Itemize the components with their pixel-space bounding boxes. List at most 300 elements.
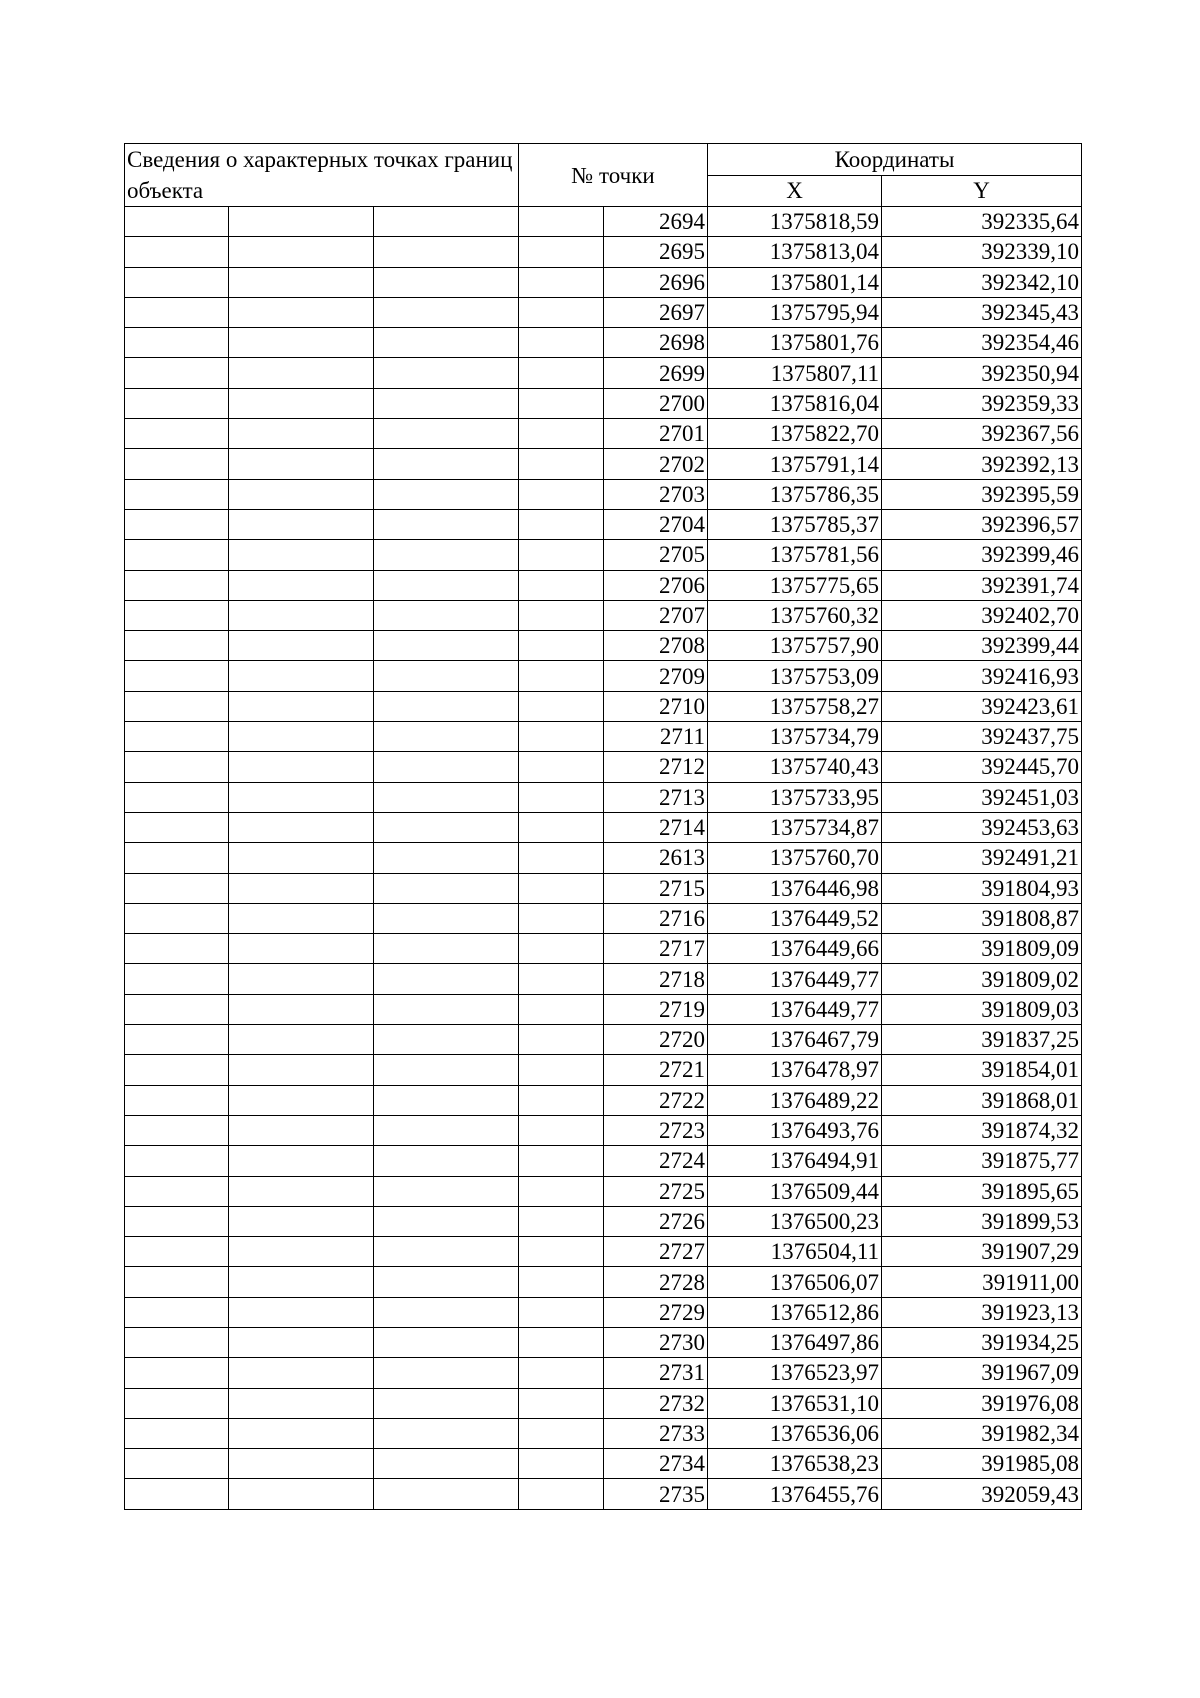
point-number-cell: 2711 (604, 722, 708, 752)
y-coordinate-cell: 392059,43 (882, 1479, 1082, 1509)
x-coordinate-cell: 1375813,04 (708, 237, 882, 267)
point-number-cell: 2734 (604, 1449, 708, 1479)
empty-cell (125, 843, 229, 873)
empty-cell (519, 1237, 604, 1267)
empty-cell (229, 1085, 374, 1115)
table-row (125, 631, 1082, 661)
point-number-cell: 2720 (604, 1025, 708, 1055)
table-row (125, 1449, 1082, 1479)
empty-cell (374, 570, 519, 600)
empty-cell (125, 1176, 229, 1206)
empty-cell (519, 1267, 604, 1297)
empty-cell (519, 1176, 604, 1206)
empty-cell (374, 994, 519, 1024)
x-coordinate-cell: 1376538,23 (708, 1449, 882, 1479)
empty-cell (374, 1327, 519, 1357)
empty-cell (374, 1085, 519, 1115)
empty-cell (374, 1297, 519, 1327)
empty-cell (519, 540, 604, 570)
empty-cell (229, 1327, 374, 1357)
empty-cell (519, 388, 604, 418)
empty-cell (229, 267, 374, 297)
point-number-cell: 2726 (604, 1206, 708, 1236)
point-number-cell: 2694 (604, 207, 708, 237)
point-number-cell: 2701 (604, 419, 708, 449)
empty-cell (374, 1418, 519, 1448)
table-row (125, 1358, 1082, 1388)
table-row (125, 1055, 1082, 1085)
empty-cell (374, 812, 519, 842)
empty-cell (125, 1479, 229, 1509)
y-coordinate-cell: 391899,53 (882, 1206, 1082, 1236)
y-coordinate-cell: 391976,08 (882, 1388, 1082, 1418)
y-coordinate-cell: 392359,33 (882, 388, 1082, 418)
empty-cell (374, 1237, 519, 1267)
empty-cell (125, 1115, 229, 1145)
empty-cell (229, 661, 374, 691)
point-number-cell: 2709 (604, 661, 708, 691)
empty-cell (519, 691, 604, 721)
y-coordinate-cell: 392367,56 (882, 419, 1082, 449)
table-row (125, 1176, 1082, 1206)
empty-cell (519, 237, 604, 267)
empty-cell (374, 752, 519, 782)
point-number-cell: 2712 (604, 752, 708, 782)
x-coordinate-cell: 1376494,91 (708, 1146, 882, 1176)
empty-cell (125, 994, 229, 1024)
empty-cell (374, 600, 519, 630)
empty-cell (519, 600, 604, 630)
empty-cell (519, 1327, 604, 1357)
table-row (125, 843, 1082, 873)
point-number-cell: 2707 (604, 600, 708, 630)
y-coordinate-cell: 391809,03 (882, 994, 1082, 1024)
y-coordinate-cell: 392391,74 (882, 570, 1082, 600)
point-number-cell: 2702 (604, 449, 708, 479)
point-number-cell: 2721 (604, 1055, 708, 1085)
empty-cell (519, 419, 604, 449)
empty-cell (125, 328, 229, 358)
empty-cell (229, 812, 374, 842)
point-number-cell: 2713 (604, 782, 708, 812)
y-coordinate-cell: 392395,59 (882, 479, 1082, 509)
empty-cell (519, 1297, 604, 1327)
empty-cell (125, 934, 229, 964)
x-coordinate-cell: 1375734,87 (708, 812, 882, 842)
empty-cell (519, 1206, 604, 1236)
empty-cell (229, 1176, 374, 1206)
empty-cell (374, 903, 519, 933)
empty-cell (519, 1085, 604, 1115)
empty-cell (519, 631, 604, 661)
empty-cell (374, 873, 519, 903)
empty-cell (229, 1388, 374, 1418)
empty-cell (125, 207, 229, 237)
y-coordinate-cell: 391837,25 (882, 1025, 1082, 1055)
table-row (125, 388, 1082, 418)
y-coordinate-cell: 391923,13 (882, 1297, 1082, 1327)
empty-cell (519, 1025, 604, 1055)
x-coordinate-cell: 1376504,11 (708, 1237, 882, 1267)
point-number-cell: 2715 (604, 873, 708, 903)
empty-cell (374, 1267, 519, 1297)
table-row (125, 540, 1082, 570)
x-coordinate-cell: 1376500,23 (708, 1206, 882, 1236)
empty-cell (519, 509, 604, 539)
point-number-cell: 2732 (604, 1388, 708, 1418)
x-coordinate-cell: 1375816,04 (708, 388, 882, 418)
x-coordinate-cell: 1376449,77 (708, 994, 882, 1024)
x-coordinate-cell: 1375786,35 (708, 479, 882, 509)
empty-cell (229, 358, 374, 388)
empty-cell (125, 722, 229, 752)
x-coordinate-cell: 1375753,09 (708, 661, 882, 691)
empty-cell (519, 297, 604, 327)
empty-cell (229, 843, 374, 873)
empty-cell (229, 419, 374, 449)
x-coordinate-cell: 1376493,76 (708, 1115, 882, 1145)
x-coordinate-cell: 1376467,79 (708, 1025, 882, 1055)
empty-cell (125, 267, 229, 297)
empty-cell (229, 782, 374, 812)
table-row (125, 752, 1082, 782)
empty-cell (374, 358, 519, 388)
point-number-cell: 2719 (604, 994, 708, 1024)
y-coordinate-cell: 392396,57 (882, 509, 1082, 539)
empty-cell (374, 1025, 519, 1055)
y-coordinate-cell: 391875,77 (882, 1146, 1082, 1176)
table-row (125, 207, 1082, 237)
x-coordinate-cell: 1375818,59 (708, 207, 882, 237)
empty-cell (229, 1418, 374, 1448)
x-coordinate-cell: 1376536,06 (708, 1418, 882, 1448)
empty-cell (125, 237, 229, 267)
empty-cell (125, 903, 229, 933)
x-coordinate-cell: 1375775,65 (708, 570, 882, 600)
empty-cell (125, 540, 229, 570)
x-coordinate-cell: 1375734,79 (708, 722, 882, 752)
empty-cell (519, 722, 604, 752)
empty-cell (519, 994, 604, 1024)
table-row (125, 1327, 1082, 1357)
empty-cell (125, 1449, 229, 1479)
empty-cell (374, 782, 519, 812)
table-row (125, 964, 1082, 994)
empty-cell (229, 1449, 374, 1479)
table-row (125, 267, 1082, 297)
y-coordinate-cell: 392437,75 (882, 722, 1082, 752)
y-coordinate-cell: 392350,94 (882, 358, 1082, 388)
empty-cell (519, 1055, 604, 1085)
empty-cell (229, 964, 374, 994)
table-row (125, 1146, 1082, 1176)
y-coordinate-cell: 391809,09 (882, 934, 1082, 964)
y-coordinate-cell: 392416,93 (882, 661, 1082, 691)
empty-cell (229, 631, 374, 661)
empty-cell (374, 1146, 519, 1176)
table-row (125, 509, 1082, 539)
coordinates-header: Координаты (708, 144, 1082, 176)
empty-cell (374, 388, 519, 418)
y-coordinate-cell: 391874,32 (882, 1115, 1082, 1145)
point-number-cell: 2725 (604, 1176, 708, 1206)
x-coordinate-cell: 1376509,44 (708, 1176, 882, 1206)
empty-cell (229, 752, 374, 782)
y-coordinate-cell: 391895,65 (882, 1176, 1082, 1206)
empty-cell (374, 237, 519, 267)
x-coordinate-cell: 1376506,07 (708, 1267, 882, 1297)
x-coordinate-cell: 1375758,27 (708, 691, 882, 721)
empty-cell (519, 661, 604, 691)
x-coordinate-cell: 1376489,22 (708, 1085, 882, 1115)
empty-cell (229, 691, 374, 721)
empty-cell (125, 661, 229, 691)
empty-cell (125, 812, 229, 842)
empty-cell (125, 782, 229, 812)
table-row (125, 691, 1082, 721)
table-row (125, 479, 1082, 509)
empty-cell (229, 1358, 374, 1388)
empty-cell (374, 540, 519, 570)
table-row (125, 1025, 1082, 1055)
info-header: Сведения о характерных точках границ объекта (125, 144, 519, 207)
empty-cell (374, 843, 519, 873)
empty-cell (125, 600, 229, 630)
empty-cell (519, 1418, 604, 1448)
point-number-cell: 2695 (604, 237, 708, 267)
x-coordinate-cell: 1375760,32 (708, 600, 882, 630)
point-number-cell: 2710 (604, 691, 708, 721)
empty-cell (519, 752, 604, 782)
table-row (125, 873, 1082, 903)
table-row (125, 1297, 1082, 1327)
y-coordinate-cell: 392354,46 (882, 328, 1082, 358)
empty-cell (125, 691, 229, 721)
empty-cell (229, 1055, 374, 1085)
x-coordinate-cell: 1376449,66 (708, 934, 882, 964)
empty-cell (519, 1388, 604, 1418)
empty-cell (229, 1267, 374, 1297)
point-number-cell: 2730 (604, 1327, 708, 1357)
empty-cell (519, 964, 604, 994)
x-coordinate-cell: 1375807,11 (708, 358, 882, 388)
empty-cell (125, 1085, 229, 1115)
point-number-cell: 2727 (604, 1237, 708, 1267)
y-axis-header: Y (882, 175, 1082, 207)
empty-cell (125, 1146, 229, 1176)
table-row (125, 1206, 1082, 1236)
empty-cell (125, 358, 229, 388)
empty-cell (374, 1176, 519, 1206)
empty-cell (229, 873, 374, 903)
empty-cell (519, 782, 604, 812)
empty-cell (519, 449, 604, 479)
y-coordinate-cell: 391808,87 (882, 903, 1082, 933)
table-row (125, 812, 1082, 842)
table-row (125, 934, 1082, 964)
point-number-cell: 2724 (604, 1146, 708, 1176)
point-number-cell: 2697 (604, 297, 708, 327)
y-coordinate-cell: 392423,61 (882, 691, 1082, 721)
table-row (125, 1085, 1082, 1115)
y-coordinate-cell: 392335,64 (882, 207, 1082, 237)
y-coordinate-cell: 391934,25 (882, 1327, 1082, 1357)
point-number-cell: 2729 (604, 1297, 708, 1327)
y-coordinate-cell: 391868,01 (882, 1085, 1082, 1115)
empty-cell (229, 934, 374, 964)
empty-cell (374, 1055, 519, 1085)
point-number-header: № точки (519, 144, 708, 207)
empty-cell (229, 297, 374, 327)
point-number-cell: 2716 (604, 903, 708, 933)
y-coordinate-cell: 392445,70 (882, 752, 1082, 782)
empty-cell (125, 873, 229, 903)
y-coordinate-cell: 391985,08 (882, 1449, 1082, 1479)
table-row (125, 570, 1082, 600)
empty-cell (125, 631, 229, 661)
point-number-cell: 2706 (604, 570, 708, 600)
y-coordinate-cell: 391982,34 (882, 1418, 1082, 1448)
empty-cell (374, 934, 519, 964)
empty-cell (229, 328, 374, 358)
table-row (125, 449, 1082, 479)
empty-cell (125, 1206, 229, 1236)
header-row-1 (125, 144, 1082, 176)
x-coordinate-cell: 1375733,95 (708, 782, 882, 812)
x-coordinate-cell: 1376478,97 (708, 1055, 882, 1085)
empty-cell (519, 328, 604, 358)
y-coordinate-cell: 391911,00 (882, 1267, 1082, 1297)
empty-cell (519, 934, 604, 964)
x-coordinate-cell: 1375785,37 (708, 509, 882, 539)
y-coordinate-cell: 392399,46 (882, 540, 1082, 570)
y-coordinate-cell: 392402,70 (882, 600, 1082, 630)
x-coordinate-cell: 1376449,77 (708, 964, 882, 994)
empty-cell (229, 570, 374, 600)
empty-cell (374, 631, 519, 661)
empty-cell (229, 600, 374, 630)
table-row (125, 1267, 1082, 1297)
table-row (125, 419, 1082, 449)
x-coordinate-cell: 1375791,14 (708, 449, 882, 479)
empty-cell (229, 1237, 374, 1267)
empty-cell (229, 903, 374, 933)
table-row (125, 1388, 1082, 1418)
point-number-cell: 2718 (604, 964, 708, 994)
coordinates-table (124, 143, 1082, 1510)
x-coordinate-cell: 1376531,10 (708, 1388, 882, 1418)
table-row (125, 297, 1082, 327)
empty-cell (125, 419, 229, 449)
y-coordinate-cell: 392491,21 (882, 843, 1082, 873)
point-number-cell: 2613 (604, 843, 708, 873)
empty-cell (229, 1479, 374, 1509)
x-coordinate-cell: 1376497,86 (708, 1327, 882, 1357)
point-number-cell: 2699 (604, 358, 708, 388)
empty-cell (519, 1146, 604, 1176)
empty-cell (519, 812, 604, 842)
table-row (125, 661, 1082, 691)
empty-cell (519, 479, 604, 509)
x-coordinate-cell: 1376446,98 (708, 873, 882, 903)
x-coordinate-cell: 1375801,76 (708, 328, 882, 358)
empty-cell (374, 509, 519, 539)
empty-cell (374, 1479, 519, 1509)
empty-cell (125, 1358, 229, 1388)
table-row (125, 358, 1082, 388)
table-row (125, 994, 1082, 1024)
point-number-cell: 2696 (604, 267, 708, 297)
empty-cell (229, 722, 374, 752)
y-coordinate-cell: 392451,03 (882, 782, 1082, 812)
empty-cell (374, 207, 519, 237)
empty-cell (374, 661, 519, 691)
empty-cell (374, 1388, 519, 1418)
empty-cell (229, 1025, 374, 1055)
empty-cell (125, 570, 229, 600)
y-coordinate-cell: 391967,09 (882, 1358, 1082, 1388)
empty-cell (125, 1025, 229, 1055)
table-row (125, 1115, 1082, 1145)
table-row (125, 722, 1082, 752)
y-coordinate-cell: 392342,10 (882, 267, 1082, 297)
x-coordinate-cell: 1375757,90 (708, 631, 882, 661)
empty-cell (519, 843, 604, 873)
empty-cell (125, 1418, 229, 1448)
x-coordinate-cell: 1376523,97 (708, 1358, 882, 1388)
point-number-cell: 2700 (604, 388, 708, 418)
empty-cell (519, 1358, 604, 1388)
y-coordinate-cell: 391809,02 (882, 964, 1082, 994)
x-coordinate-cell: 1376449,52 (708, 903, 882, 933)
empty-cell (374, 964, 519, 994)
table-row (125, 328, 1082, 358)
empty-cell (374, 1358, 519, 1388)
empty-cell (519, 358, 604, 388)
y-coordinate-cell: 391907,29 (882, 1237, 1082, 1267)
empty-cell (229, 540, 374, 570)
empty-cell (374, 1115, 519, 1145)
empty-cell (125, 449, 229, 479)
y-coordinate-cell: 391854,01 (882, 1055, 1082, 1085)
empty-cell (125, 1388, 229, 1418)
table-row (125, 1418, 1082, 1448)
empty-cell (374, 722, 519, 752)
point-number-cell: 2705 (604, 540, 708, 570)
point-number-cell: 2704 (604, 509, 708, 539)
empty-cell (374, 691, 519, 721)
y-coordinate-cell: 392453,63 (882, 812, 1082, 842)
empty-cell (374, 267, 519, 297)
empty-cell (374, 419, 519, 449)
point-number-cell: 2714 (604, 812, 708, 842)
empty-cell (374, 1449, 519, 1479)
empty-cell (125, 388, 229, 418)
table-row (125, 237, 1082, 267)
point-number-cell: 2735 (604, 1479, 708, 1509)
empty-cell (374, 449, 519, 479)
y-coordinate-cell: 392392,13 (882, 449, 1082, 479)
empty-cell (374, 479, 519, 509)
empty-cell (519, 873, 604, 903)
empty-cell (125, 509, 229, 539)
empty-cell (125, 479, 229, 509)
empty-cell (519, 1115, 604, 1145)
table-row (125, 1479, 1082, 1509)
table-row (125, 782, 1082, 812)
x-coordinate-cell: 1375801,14 (708, 267, 882, 297)
empty-cell (125, 1297, 229, 1327)
